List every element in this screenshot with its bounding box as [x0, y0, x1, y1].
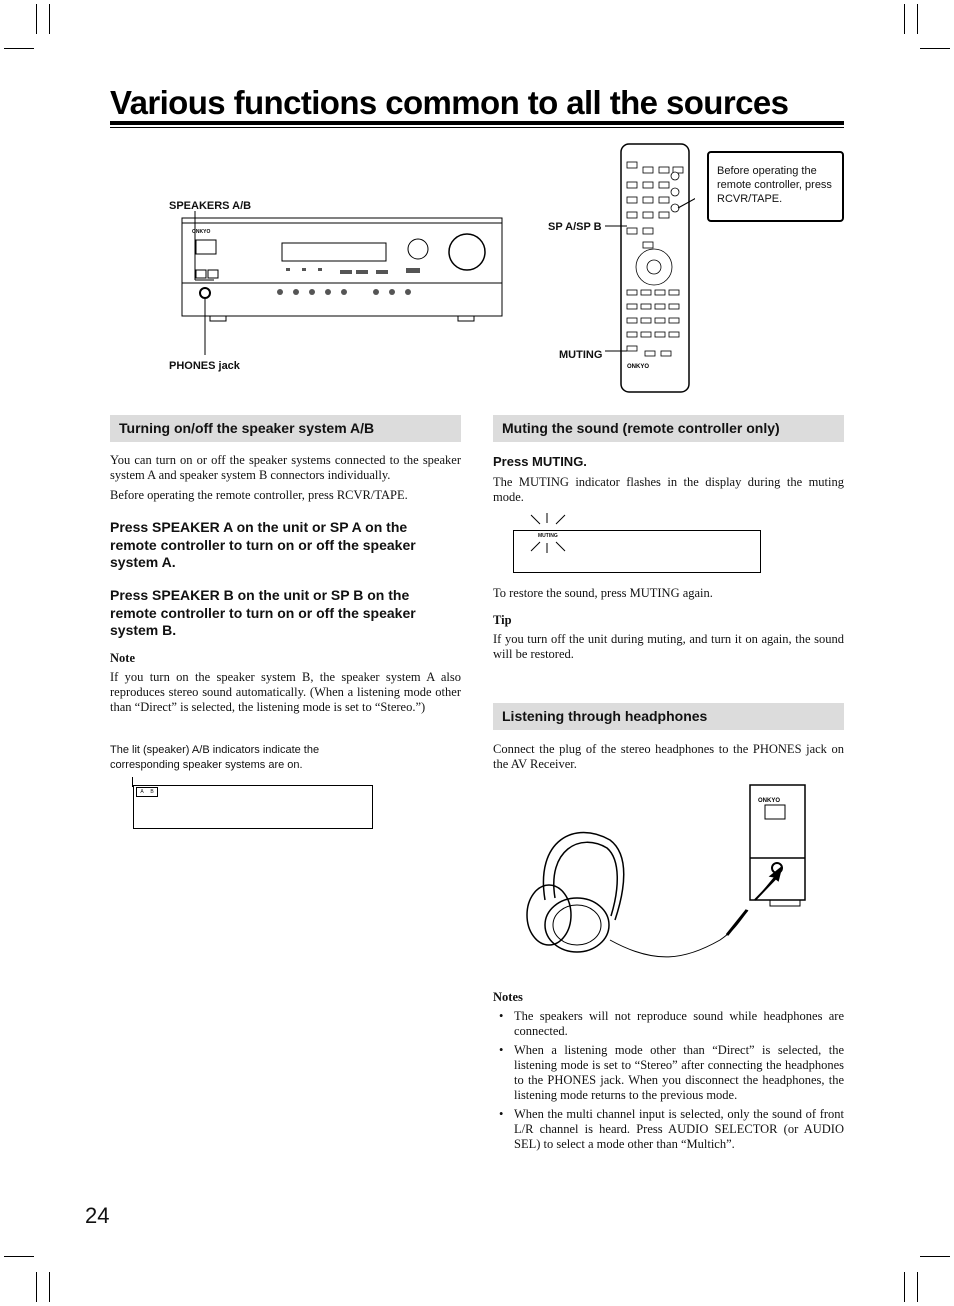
headphones-section-title: Listening through headphones: [493, 703, 844, 730]
remote-illustration: [605, 142, 695, 397]
notes-heading: Notes: [493, 990, 523, 1004]
headphones-text: Connect the plug of the stereo headphones to the PHONES jack on the AV Receiver.: [493, 742, 844, 771]
receiver-panel-brand: ONKYO: [758, 798, 781, 804]
speaker-intro: You can turn on or off the speaker systems connected to the speaker system A and speaker system B connectors individually.: [110, 453, 461, 482]
press-muting: Press MUTING.: [493, 454, 587, 469]
receiver-brand: ONKYO: [192, 229, 211, 235]
muting-indicator: MUTING: [538, 533, 558, 539]
headphones-illustration: [515, 780, 810, 975]
list-item: • When the multi channel input is selected, only the sound of front L/R channel is heard. Press AUDIO SELECTOR (or AUDIO SEL) to select a mode other than “Multich”.: [499, 1107, 844, 1151]
speaker-section-title: Turning on/off the speaker system A/B: [110, 415, 461, 442]
speakers-ab-label: SPEAKERS A/B: [169, 200, 252, 212]
phones-jack-label: PHONES jack: [169, 360, 240, 372]
flash-icon: [525, 511, 573, 555]
tip-heading: Tip: [493, 613, 512, 627]
muting-label: MUTING: [559, 349, 603, 361]
indicator-b: B: [150, 789, 154, 795]
list-item: • The speakers will not reproduce sound while headphones are connected.: [499, 1009, 844, 1038]
speaker-intro-remote: Before operating the remote controller, press RCVR/TAPE.: [110, 488, 408, 502]
remote-brand: ONKYO: [627, 364, 650, 370]
note-heading: Note: [110, 651, 135, 665]
list-item: • When a listening mode other than “Direct” is selected, the listening mode is set to “Stereo” after connecting the headphones to the PHONES jack. When you disconnect the headphones, the listening mode returns to the previous mode.: [499, 1043, 844, 1102]
indicator-caption: The lit (speaker) A/B indicators indicate the corresponding speaker systems are on.: [110, 744, 320, 771]
step-speaker-b: Press SPEAKER B on the unit or SP B on the remote controller to turn on or off the speaker system B.: [110, 587, 416, 638]
tip-text: If you turn off the unit during muting, and turn it on again, the sound will be restored.: [493, 632, 844, 661]
note-text: If you turn on the speaker system B, the speaker system A also reproduces stereo sound automatically. (When a listening mode other than “Direct” is selected, the listening mode is set to “Stereo.”): [110, 670, 461, 714]
note-text: The speakers will not reproduce sound while headphones are connected.: [514, 1009, 844, 1038]
title-rule: [110, 121, 844, 125]
muting-section-title: Muting the sound (remote controller only): [493, 415, 844, 442]
note-text: When the multi channel input is selected, only the sound of front L/R channel is heard. Press AUDIO SELECTOR (or AUDIO SEL) to select a mode other than “Multich”.: [514, 1107, 844, 1151]
page-title: Various functions common to all the sources: [110, 84, 789, 121]
muting-description: The MUTING indicator flashes in the display during the muting mode.: [493, 475, 844, 504]
indicator-a: A: [140, 789, 144, 795]
rcvr-tape-callout: Before operating the remote controller, press RCVR/TAPE.: [707, 151, 844, 222]
page-number: 24: [85, 1203, 110, 1228]
step-speaker-a: Press SPEAKER A on the unit or SP A on the remote controller to turn on or off the speaker system A.: [110, 519, 416, 570]
ab-indicator: [136, 787, 158, 797]
receiver-illustration: [180, 205, 510, 365]
title-rule-thin: [110, 127, 844, 128]
speaker-indicator-display: [133, 785, 373, 829]
indicator-leader: [132, 777, 133, 787]
sp-ab-label: SP A/SP B: [548, 221, 602, 233]
note-text: When a listening mode other than “Direct” is selected, the listening mode is set to “Stereo” after connecting the headphones to the PHONES jack. When you disconnect the headphones, the listening mode returns to the previous mode.: [514, 1043, 844, 1102]
notes-list: [493, 1009, 844, 1156]
restore-sound: To restore the sound, press MUTING again.: [493, 586, 713, 600]
